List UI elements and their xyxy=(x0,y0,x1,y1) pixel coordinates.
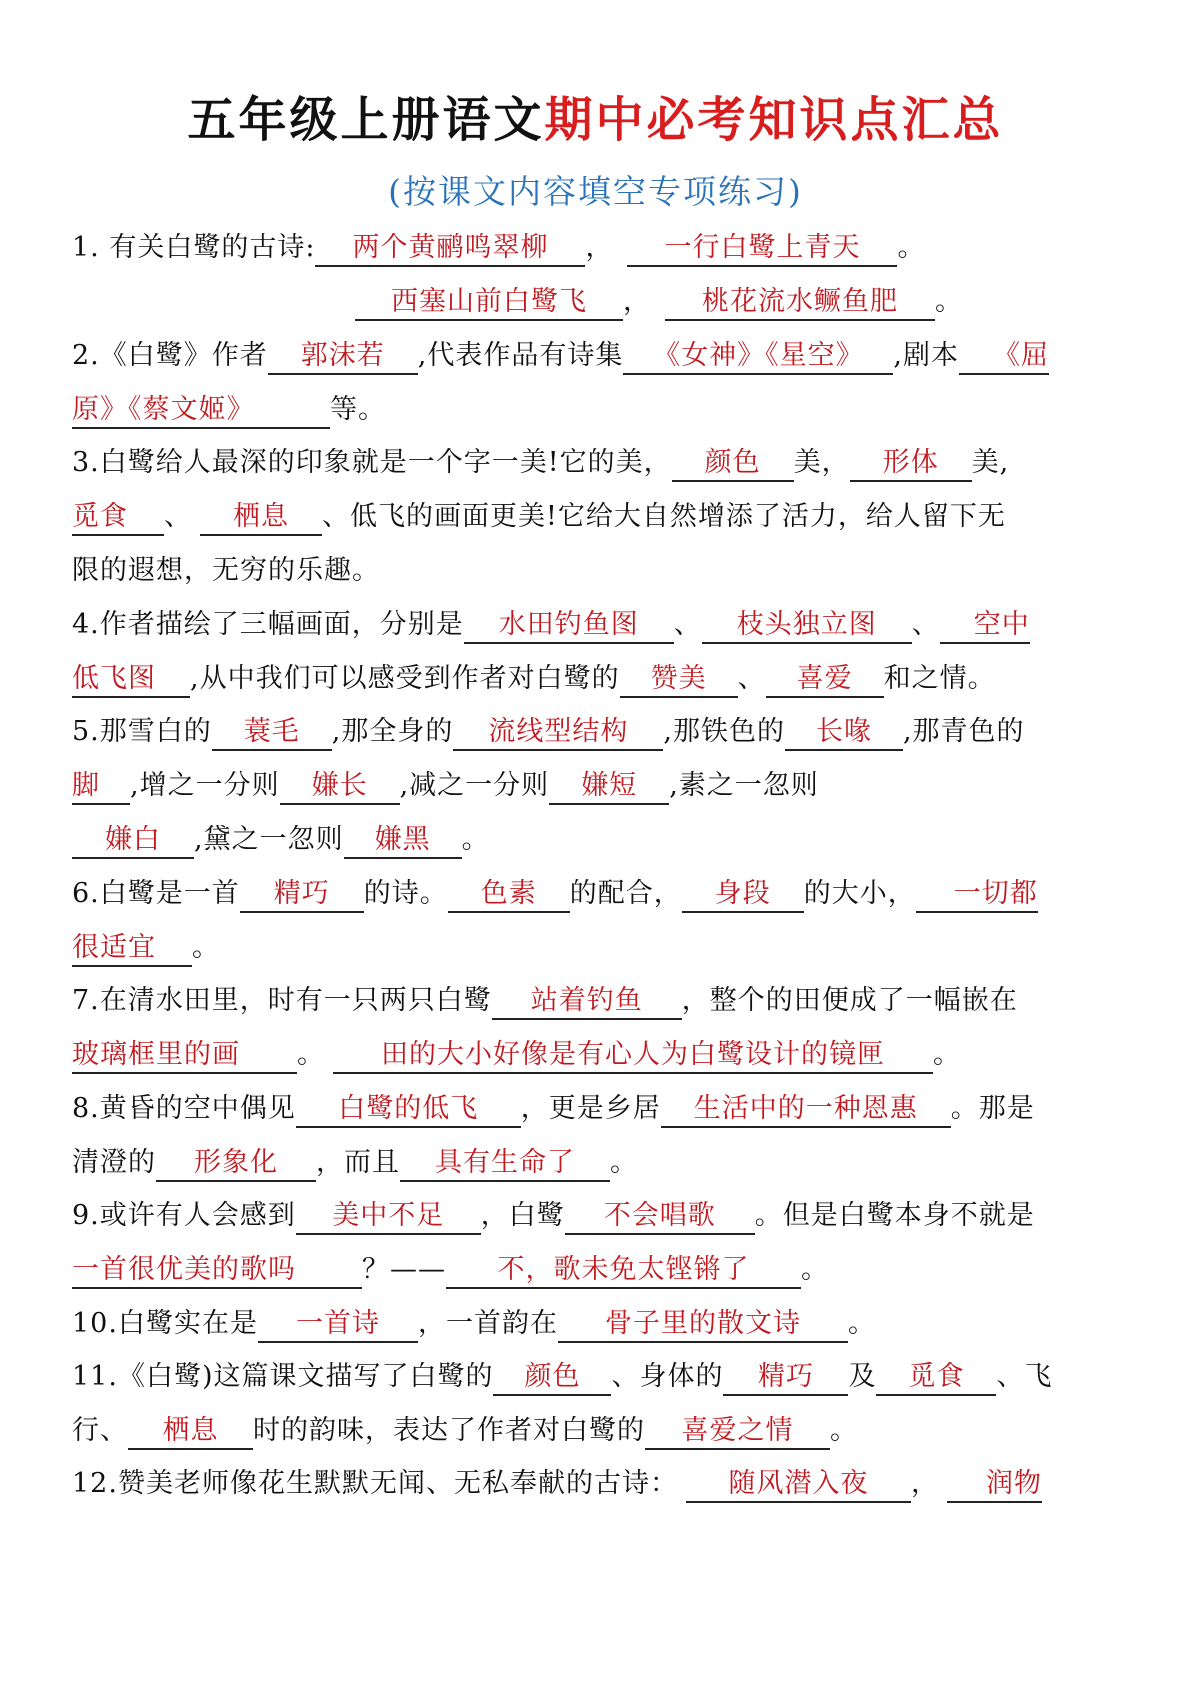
answer-blank: 流线型结构 xyxy=(453,715,663,751)
answer-blank: 白鹭的低飞 xyxy=(296,1092,521,1128)
question-text: 。但是白鹭本身不就是 xyxy=(754,1200,1035,1231)
question-text: ？—— xyxy=(362,1254,446,1285)
answer-blank: 觅食 xyxy=(876,1360,996,1396)
item-11-line-2 xyxy=(72,1411,858,1451)
answer-blank: 原》《蔡文姬》 xyxy=(72,393,330,429)
item-1-line-1 xyxy=(72,228,925,268)
title-black-part: 五年级上册语文 xyxy=(187,92,545,148)
question-text: ， xyxy=(623,286,651,317)
question-text: 5.那雪白的 xyxy=(72,716,212,747)
answer-blank: 嫌白 xyxy=(72,823,194,859)
answer-blank: 两个黄鹂鸣翠柳 xyxy=(315,231,585,267)
question-text: 清澄的 xyxy=(72,1147,156,1178)
question-text: 的大小， xyxy=(803,878,916,909)
item-9-line-2 xyxy=(72,1250,829,1290)
question-text: ,那铁色的 xyxy=(663,716,785,747)
answer-blank: 喜爱之情 xyxy=(645,1414,830,1450)
question-text: 7.在清水田里，时有一只两只白鹭 xyxy=(72,985,492,1016)
item-5-line-2 xyxy=(72,766,819,806)
question-text: 。 xyxy=(610,1147,638,1178)
answer-blank: 一首很优美的歌吗 xyxy=(72,1253,362,1289)
question-text: 2.《白鹭》作者 xyxy=(72,340,268,371)
question-text: ,剧本 xyxy=(893,340,959,371)
question-text: 等。 xyxy=(330,394,386,425)
question-text: 。 xyxy=(897,232,926,263)
item-6-line-2 xyxy=(72,928,220,968)
answer-blank: 脚 xyxy=(72,769,130,805)
item-8-line-2 xyxy=(72,1143,638,1183)
answer-blank: 玻璃框里的画 xyxy=(72,1038,297,1074)
question-text: ,黛之一忽则 xyxy=(194,824,344,855)
question-text: ,代表作品有诗集 xyxy=(417,340,624,371)
answer-blank: 喜爱 xyxy=(766,662,884,698)
item-3-line-2 xyxy=(72,497,1006,537)
question-text: 6.白鹭是一首 xyxy=(72,878,240,909)
answer-blank: 形象化 xyxy=(156,1146,316,1182)
question-text: 8.黄昏的空中偶见 xyxy=(72,1093,296,1124)
question-text: 1. 有关白鹭的古诗: xyxy=(72,232,316,263)
question-text: 时的韵味，表达了作者对白鹭的 xyxy=(253,1415,645,1446)
answer-blank: 一首诗 xyxy=(258,1307,418,1343)
question-text: ，一首韵在 xyxy=(417,1308,558,1339)
answer-blank: 西塞山前白鹭飞 xyxy=(355,285,623,321)
question-text: ,减之一分则 xyxy=(399,770,550,801)
question-text: 及 xyxy=(848,1361,877,1392)
answer-blank: 《女神》《星空》 xyxy=(623,339,893,375)
item-2-line-1 xyxy=(72,336,1049,376)
question-text: 、 xyxy=(911,609,940,640)
answer-blank: 具有生命了 xyxy=(400,1146,610,1182)
item-11-line-1 xyxy=(72,1357,1052,1397)
question-text: 。 xyxy=(801,1254,829,1285)
question-text: ，白鹭 xyxy=(480,1200,565,1231)
question-text: ，而且 xyxy=(316,1147,400,1178)
answer-blank: 桃花流水鳜鱼肥 xyxy=(665,285,935,321)
question-text: 4.作者描绘了三幅画面，分别是 xyxy=(72,609,464,640)
question-text: 9.或许有人会感到 xyxy=(72,1200,296,1231)
answer-blank: 枝头独立图 xyxy=(702,608,912,644)
question-text: 的诗。 xyxy=(363,878,448,909)
question-text: 、 xyxy=(737,663,766,694)
answer-blank: 嫌短 xyxy=(549,769,669,805)
answer-blank: 不会唱歌 xyxy=(565,1199,755,1235)
item-3-line-1 xyxy=(72,443,1009,483)
answer-blank: 骨子里的散文诗 xyxy=(558,1307,848,1343)
answer-blank: 嫌长 xyxy=(280,769,400,805)
question-text: 、 xyxy=(164,501,192,532)
question-text: 11.《白鹭)这篇课文描写了白鹭的 xyxy=(72,1361,494,1392)
question-text: 3.白鹭给人最深的印象就是一个字一美!它的美， xyxy=(72,447,672,478)
page-title xyxy=(0,88,1191,152)
item-9-line-1 xyxy=(72,1196,1035,1236)
answer-blank: 觅食 xyxy=(72,500,164,536)
question-text: ,从中我们可以感受到作者对白鹭的 xyxy=(190,663,620,694)
question-text: ， xyxy=(910,1468,939,1499)
question-text: ,那全身的 xyxy=(331,716,454,747)
item-4-line-2 xyxy=(72,659,996,699)
item-6-line-1 xyxy=(72,874,1038,914)
question-text: ,素之一忽则 xyxy=(669,770,819,801)
item-1-line-2 xyxy=(355,282,963,322)
question-text: ，整个的田便成了一幅嵌在 xyxy=(681,985,1018,1016)
question-text: 、身体的 xyxy=(611,1361,724,1392)
answer-blank: 美中不足 xyxy=(296,1199,481,1235)
answer-blank: 颜色 xyxy=(672,446,794,482)
question-text: 美， xyxy=(793,447,850,478)
answer-blank: 润物 xyxy=(947,1467,1042,1503)
item-7-line-2 xyxy=(72,1035,961,1075)
answer-blank: 郭沫若 xyxy=(268,339,418,375)
question-text: 。 xyxy=(935,286,963,317)
answer-blank: 很适宜 xyxy=(72,931,192,967)
question-text: 、飞 xyxy=(996,1361,1053,1392)
question-text: ， xyxy=(585,232,614,263)
question-text: 。 xyxy=(297,1039,325,1070)
answer-blank: 一切都 xyxy=(916,877,1038,913)
answer-blank: 生活中的一种恩惠 xyxy=(661,1092,951,1128)
answer-blank: 站着钓鱼 xyxy=(492,984,682,1020)
question-text: 。 xyxy=(847,1308,876,1339)
answer-blank: 蓑毛 xyxy=(212,715,332,751)
page-subtitle: (按课文内容填空专项练习) xyxy=(388,172,803,211)
question-text: 的配合， xyxy=(569,878,682,909)
question-text: 限的遐想，无穷的乐趣。 xyxy=(72,555,380,586)
item-8-line-1 xyxy=(72,1089,1035,1129)
answer-blank: 精巧 xyxy=(723,1360,848,1396)
answer-blank: 空中 xyxy=(940,608,1030,644)
item-7-line-1 xyxy=(72,981,1018,1021)
answer-blank: 身段 xyxy=(682,877,804,913)
question-text: 。 xyxy=(830,1415,858,1446)
item-5-line-1 xyxy=(72,712,1025,752)
question-text: 、 xyxy=(673,609,702,640)
question-text: 12.赞美老师像花生默默无闻、无私奉献的古诗： xyxy=(72,1468,678,1499)
question-text: 。 xyxy=(192,932,220,963)
question-text: ,那青色的 xyxy=(902,716,1025,747)
item-10-line-1 xyxy=(72,1304,876,1344)
answer-blank: 嫌黑 xyxy=(344,823,462,859)
answer-blank: 精巧 xyxy=(240,877,364,913)
question-text: 和之情。 xyxy=(883,663,996,694)
question-text: ,增之一分则 xyxy=(130,770,280,801)
answer-blank: 水田钓鱼图 xyxy=(464,608,674,644)
answer-blank: 形体 xyxy=(850,446,972,482)
answer-blank: 不，歌未免太铿锵了 xyxy=(446,1253,801,1289)
answer-blank: 田的大小好像是有心人为白鹭设计的镜匣 xyxy=(333,1038,933,1074)
question-text: 。 xyxy=(461,824,490,855)
item-3-line-3 xyxy=(72,551,380,591)
item-5-line-3 xyxy=(72,820,490,860)
answer-blank: 颜色 xyxy=(493,1360,611,1396)
item-12-line-1 xyxy=(72,1464,1042,1504)
question-text: ，更是乡居 xyxy=(520,1093,661,1124)
question-text: 美, xyxy=(971,447,1010,478)
question-text: 10.白鹭实在是 xyxy=(72,1308,258,1339)
title-red-part: 期中必考知识点汇总 xyxy=(544,92,1004,148)
item-2-line-2 xyxy=(72,390,386,430)
answer-blank: 栖息 xyxy=(200,500,322,536)
question-text: 、低飞的画面更美!它给大自然增添了活力，给人留下无 xyxy=(322,501,1006,532)
answer-blank: 色素 xyxy=(448,877,570,913)
answer-blank: 赞美 xyxy=(620,662,738,698)
answer-blank: 长喙 xyxy=(785,715,903,751)
item-4-line-1 xyxy=(72,605,1030,645)
answer-blank: 栖息 xyxy=(128,1414,253,1450)
question-text: 。 xyxy=(933,1039,961,1070)
answer-blank: 一行白鹭上青天 xyxy=(627,231,897,267)
question-text: 。那是 xyxy=(950,1093,1035,1124)
answer-blank: 随风潜入夜 xyxy=(686,1467,911,1503)
answer-blank: 低飞图 xyxy=(72,662,190,698)
question-text: 行、 xyxy=(72,1415,128,1446)
answer-blank: 《屈 xyxy=(959,339,1049,375)
